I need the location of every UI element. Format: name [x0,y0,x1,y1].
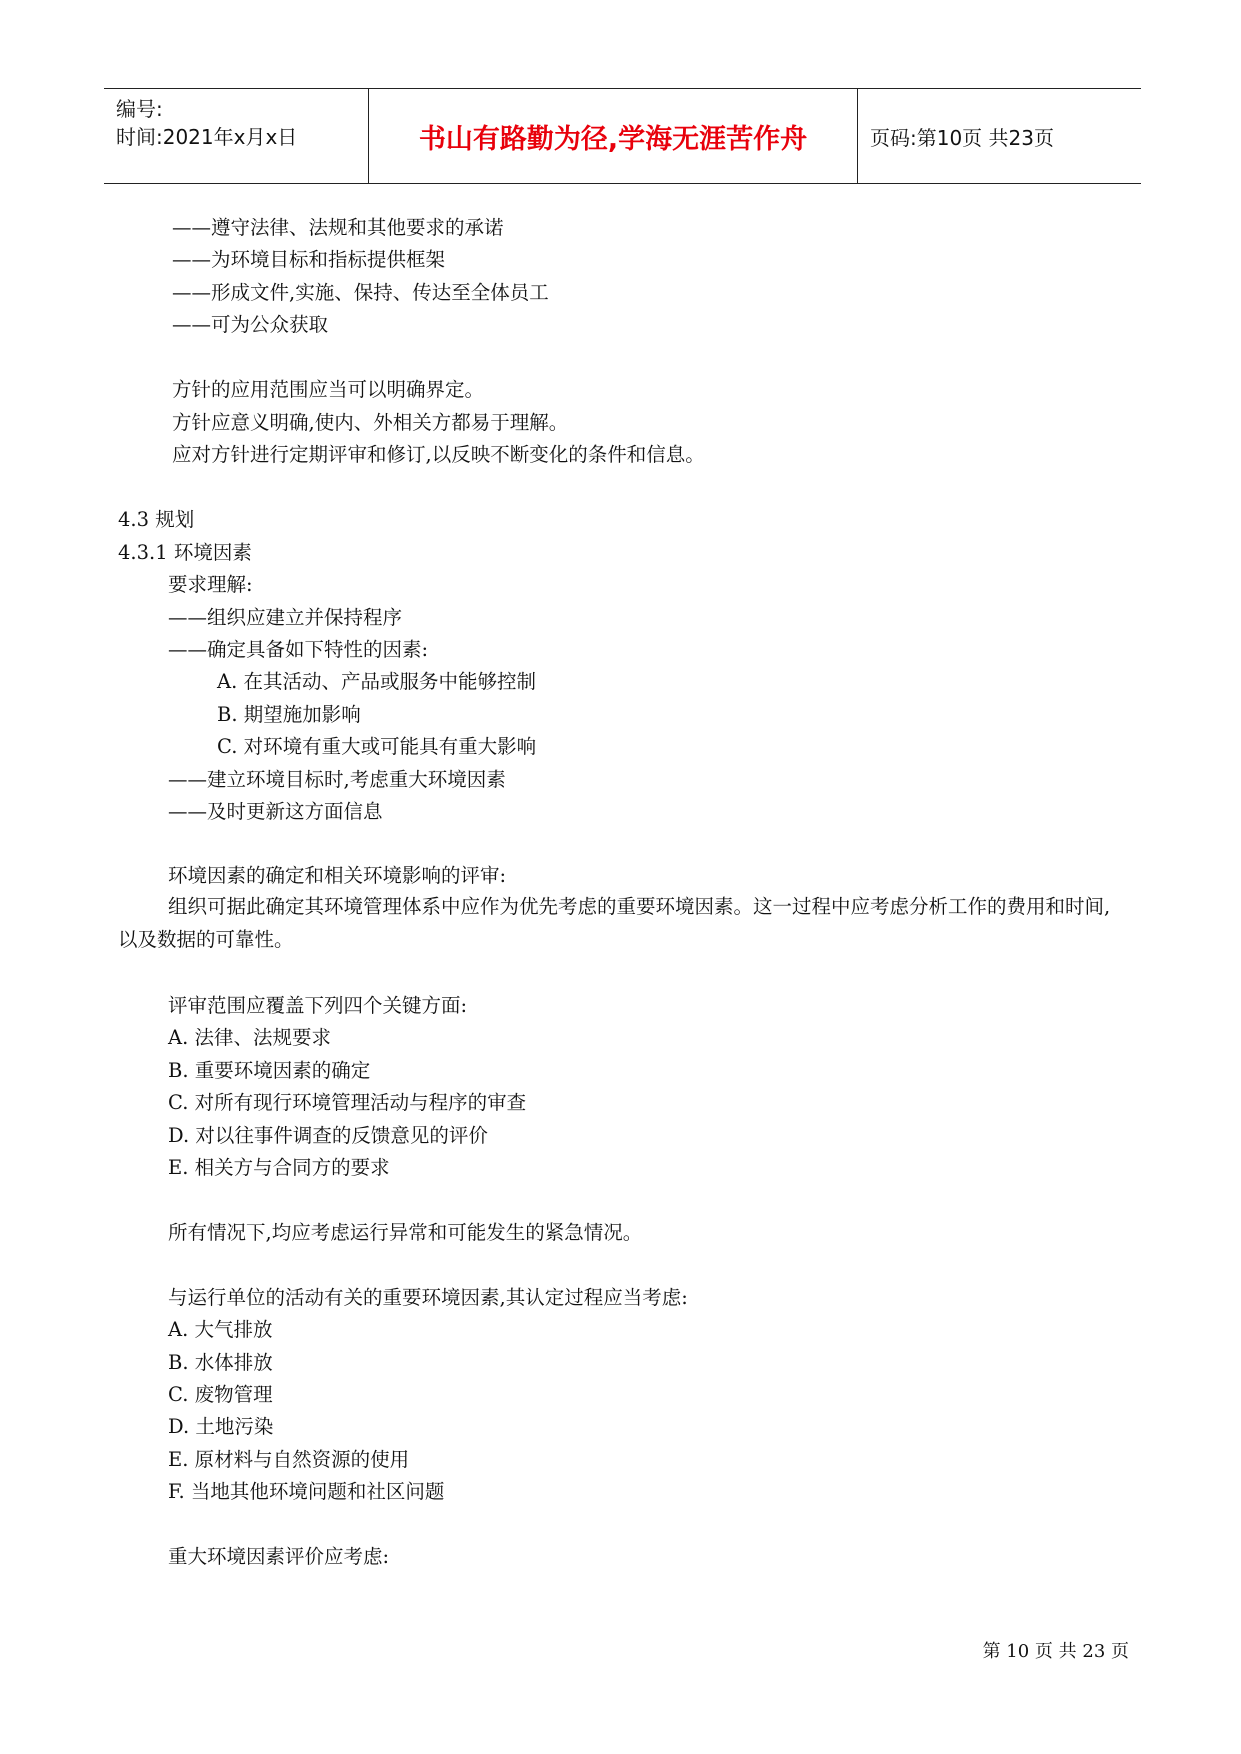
list-item: D. 对以往事件调查的反馈意见的评价 [168,1124,488,1147]
text-line: ——形成文件,实施、保持、传达至全体员工 [172,281,549,304]
text-line: ——组织应建立并保持程序 [168,606,403,629]
text-line: ——为环境目标和指标提供框架 [172,248,446,271]
text-line: ——建立环境目标时,考虑重大环境因素 [168,768,506,791]
page-header [104,88,1141,184]
text-line: ——确定具备如下特性的因素: [168,638,429,661]
list-item: B. 重要环境因素的确定 [168,1059,371,1082]
header-page-info: 页码:第10页 共23页 [870,125,1054,150]
text-line: 应对方针进行定期评审和修订,以反映不断变化的条件和信息。 [172,443,705,466]
list-item: C. 对所有现行环境管理活动与程序的审查 [168,1091,527,1114]
list-item: B. 期望施加影响 [217,703,361,726]
text-line: 环境因素的确定和相关环境影响的评审: [168,864,507,887]
page-footer: 第 10 页 共 23 页 [982,1641,1129,1662]
header-motto: 书山有路勤为径,学海无涯苦作舟 [368,89,858,183]
header-meta [104,89,368,183]
number-label: 编号: [116,97,163,121]
list-item: B. 水体排放 [168,1351,273,1374]
text-line: 要求理解: [168,573,253,596]
text-line: ——遵守法律、法规和其他要求的承诺 [172,216,504,239]
list-item: C. 对环境有重大或可能具有重大影响 [217,735,537,758]
text-line: 评审范围应覆盖下列四个关键方面: [168,994,468,1017]
list-item: F. 当地其他环境问题和社区问题 [168,1480,445,1503]
section-heading: 4.3 规划 [118,508,195,531]
list-item: C. 废物管理 [168,1383,273,1406]
text-line: 方针的应用范围应当可以明确界定。 [172,378,485,401]
list-item: D. 土地污染 [168,1415,274,1438]
subsection-heading: 4.3.1 环境因素 [118,541,252,564]
text-line: 所有情况下,均应考虑运行异常和可能发生的紧急情况。 [168,1221,643,1244]
text-line: 方针应意义明确,使内、外相关方都易于理解。 [172,411,569,434]
time-label: 时间:2021年x月x日 [116,125,298,149]
text-line: 重大环境因素评价应考虑: [168,1545,390,1568]
list-item: A. 在其活动、产品或服务中能够控制 [217,670,536,693]
text-line: 与运行单位的活动有关的重要环境因素,其认定过程应当考虑: [168,1286,688,1309]
paragraph: 组织可据此确定其环境管理体系中应作为优先考虑的重要环境因素。这一过程中应考虑分析工作的费用和时间,以及数据的可靠性。 [118,895,1111,951]
list-item: E. 相关方与合同方的要求 [168,1156,390,1179]
list-item: A. 大气排放 [168,1318,273,1341]
text-line: ——可为公众获取 [172,313,329,336]
text-line: ——及时更新这方面信息 [168,800,383,823]
list-item: A. 法律、法规要求 [168,1026,331,1049]
list-item: E. 原材料与自然资源的使用 [168,1448,410,1471]
